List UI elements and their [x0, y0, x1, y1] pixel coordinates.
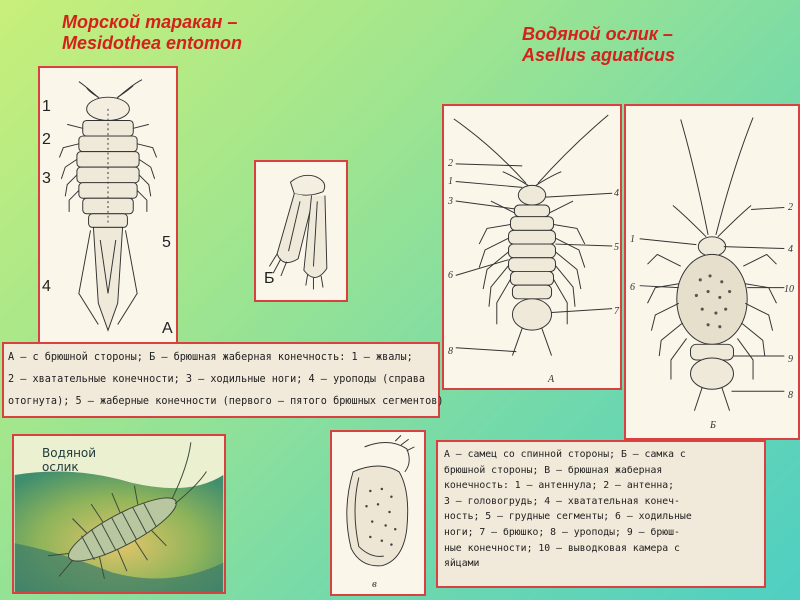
caption-right-line: брюшной стороны; В — брюшная жаберная	[444, 464, 663, 476]
fig-a-label-1: 1	[42, 98, 51, 115]
asellus-a-label-2: 2	[448, 158, 453, 169]
asellus-a-label-3: 3	[448, 196, 453, 207]
fig-a-label-A: А	[162, 320, 173, 337]
fig-a-label-2: 2	[42, 131, 51, 148]
fig-a-label-5: 5	[162, 234, 171, 251]
asellus-male-drawing	[444, 106, 620, 388]
asellus-b-label-1: 1	[630, 234, 635, 245]
asellus-a-label-4: 4	[614, 188, 619, 199]
asellus-gill-limb-drawing	[332, 432, 424, 594]
asellus-b-label-4: 4	[788, 244, 793, 255]
asellus-a-label-5: 5	[614, 242, 619, 253]
fig-a-label-4: 4	[42, 278, 51, 295]
title-mesidothea	[62, 12, 242, 54]
photo-label-line2: ослик	[42, 460, 79, 474]
asellus-a-label-A: А	[548, 374, 555, 385]
asellus-b-label-2: 2	[788, 202, 793, 213]
caption-right-line: яйцами	[444, 558, 480, 570]
title-asellus	[522, 24, 675, 66]
title-left-line1: Морской таракан –	[62, 12, 238, 32]
asellus-b-label-10: 10	[784, 284, 794, 295]
caption-right-line: конечность: 1 — антеннула; 2 — антенна;	[444, 480, 675, 492]
asellus-a-label-6: 6	[448, 270, 453, 281]
asellus-female-drawing	[626, 106, 798, 438]
figure-water-louse-color	[12, 434, 226, 594]
caption-right-line: А — самец со спинной стороны; Б — самка с	[444, 449, 686, 460]
caption-left-line: отогнута); 5 — жаберные конечности (первого — пятого брюшных сегментов)	[8, 396, 444, 407]
figure-asellus-female	[624, 104, 800, 440]
figure-gill-limb	[254, 160, 348, 302]
title-left-line2: Mesidothea entomon	[62, 33, 243, 53]
caption-asellus	[436, 440, 766, 588]
fig-a-label-3: 3	[42, 170, 51, 187]
asellus-a-label-7: 7	[614, 306, 619, 317]
asellus-a-label-1: 1	[448, 176, 453, 187]
fig-b-label: Б	[264, 270, 275, 287]
caption-right-line: ные конечности; 10 — выводковая камера с	[444, 542, 680, 554]
photo-label-line1: Водяной	[42, 446, 97, 460]
title-right-line2: Asellus aguaticus	[522, 45, 676, 65]
caption-right-line: ность; 5 — грудные сегменты; 6 — ходильные	[444, 511, 692, 523]
asellus-b-label-B: Б	[710, 420, 716, 431]
title-right-line1: Водяной ослик –	[522, 24, 673, 44]
caption-mesidothea	[2, 342, 444, 418]
figure-asellus-male	[442, 104, 622, 390]
mesidothea-drawing	[40, 68, 176, 344]
caption-right-line: ноги; 7 — брюшко; 8 — уроподы; 9 — брюш-	[444, 526, 680, 538]
fig-v-label: в	[372, 578, 377, 590]
caption-right-line: 3 — головогрудь; 4 — хватательная конеч-	[444, 495, 680, 507]
caption-left-line: А — с брюшной стороны; Б — брюшная жаберная конечность: 1 — жвалы;	[8, 352, 413, 363]
asellus-a-label-8: 8	[448, 346, 453, 357]
photo-label	[42, 446, 96, 474]
asellus-b-label-8: 8	[788, 390, 793, 401]
figure-asellus-gill-limb	[330, 430, 426, 596]
figure-mesidothea-ventral	[38, 66, 178, 346]
asellus-b-label-6: 6	[630, 282, 635, 293]
caption-left-line: 2 — хватательные конечности; 3 — ходильные ноги; 4 — уроподы (справа	[8, 374, 426, 385]
asellus-b-label-9: 9	[788, 354, 793, 365]
